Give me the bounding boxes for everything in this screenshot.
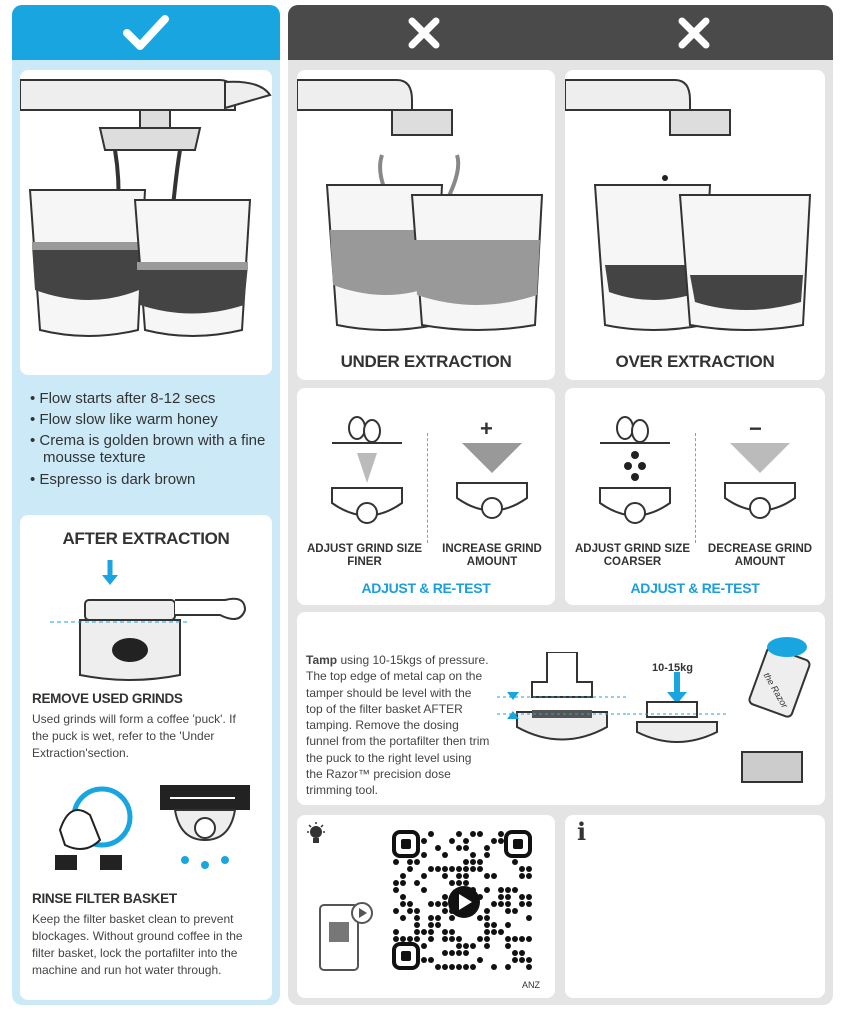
under-extraction-card bbox=[297, 70, 555, 380]
tamp-card bbox=[297, 612, 825, 805]
rinse-title: RINSE FILTER BASKET bbox=[32, 891, 177, 906]
espresso-glasses-image bbox=[20, 70, 272, 375]
ideal-header bbox=[12, 5, 280, 60]
adjust-finer-label: ADJUST GRIND SIZE FINER bbox=[307, 543, 423, 568]
bullet: • Crema is golden brown with a fine mousse texture bbox=[30, 432, 266, 466]
region-label: ANZ bbox=[522, 980, 540, 990]
grind-increase-icon bbox=[447, 443, 537, 538]
ideal-bullets bbox=[30, 388, 270, 490]
info-card bbox=[565, 815, 825, 998]
qr-code[interactable] bbox=[392, 830, 537, 975]
rinse-illustration bbox=[40, 780, 260, 880]
retest-label: ADJUST & RE-TEST bbox=[630, 580, 760, 596]
knock-box-image bbox=[50, 560, 250, 685]
pressure-label: 10-15kg bbox=[652, 662, 693, 674]
lightbulb-icon bbox=[305, 821, 327, 847]
bad-header bbox=[288, 5, 833, 60]
decrease-amount-label: DECREASE GRIND AMOUNT bbox=[707, 543, 813, 568]
tamp-pressure-image bbox=[627, 672, 727, 772]
remove-grinds-title: REMOVE USED GRINDS bbox=[32, 691, 183, 706]
adjust-coarser-label: ADJUST GRIND SIZE COARSER bbox=[574, 543, 690, 568]
rinse-text: Keep the filter basket clean to prevent blockages. Without ground coffee in the filter basket, lock the portafilter into the machine and run hot water through. bbox=[32, 912, 243, 977]
tamp-text: Tamp using 10-15kgs of pressure. The top edge of metal cap on the tamper should be level with the top of the filter basket AFTER tamping. Remove the dosing funnel from the portafilter then trim the puck to the right level using the Razor™ precision dose trimming tool. bbox=[306, 653, 490, 798]
remove-grinds-text: Used grinds will form a coffee 'puck'. If the puck is wet, refer to the 'Under Extraction'section. bbox=[32, 712, 236, 760]
under-extraction-title: UNDER EXTRACTION bbox=[340, 352, 512, 371]
bullet: • Flow starts after 8-12 secs bbox=[30, 390, 216, 407]
plus-icon: + bbox=[480, 416, 493, 441]
phone-scan-icon bbox=[319, 900, 374, 975]
info-icon: i bbox=[577, 817, 587, 846]
under-extraction-glasses-image bbox=[297, 70, 555, 340]
tamp-level-image bbox=[497, 652, 627, 772]
grinder-finer-icon bbox=[322, 413, 412, 533]
divider bbox=[427, 433, 428, 543]
retest-label: ADJUST & RE-TEST bbox=[361, 580, 491, 596]
ideal-extraction-column bbox=[12, 5, 280, 1005]
grind-decrease-icon bbox=[715, 443, 805, 538]
under-adjust-card bbox=[297, 388, 555, 605]
qr-card bbox=[297, 815, 555, 998]
x-icon bbox=[408, 17, 440, 49]
after-extraction-title: AFTER EXTRACTION bbox=[62, 529, 230, 548]
increase-amount-label: INCREASE GRIND AMOUNT bbox=[442, 543, 542, 568]
over-adjust-card bbox=[565, 388, 825, 605]
divider bbox=[695, 433, 696, 543]
razor-tool-image bbox=[727, 622, 822, 787]
x-icon bbox=[678, 17, 710, 49]
check-icon bbox=[123, 13, 169, 53]
over-extraction-card bbox=[565, 70, 825, 380]
over-extraction-title: OVER EXTRACTION bbox=[615, 352, 775, 371]
bad-extraction-column bbox=[288, 5, 833, 1005]
grinder-coarser-icon bbox=[590, 413, 680, 533]
ideal-shot-illustration bbox=[20, 70, 272, 375]
razor-brand: the Razor bbox=[761, 670, 790, 710]
bullet: • Flow slow like warm honey bbox=[30, 411, 218, 428]
minus-icon: − bbox=[749, 416, 762, 441]
over-extraction-glasses-image bbox=[565, 70, 825, 340]
bullet: • Espresso is dark brown bbox=[30, 471, 196, 488]
after-extraction-card bbox=[20, 515, 272, 1000]
